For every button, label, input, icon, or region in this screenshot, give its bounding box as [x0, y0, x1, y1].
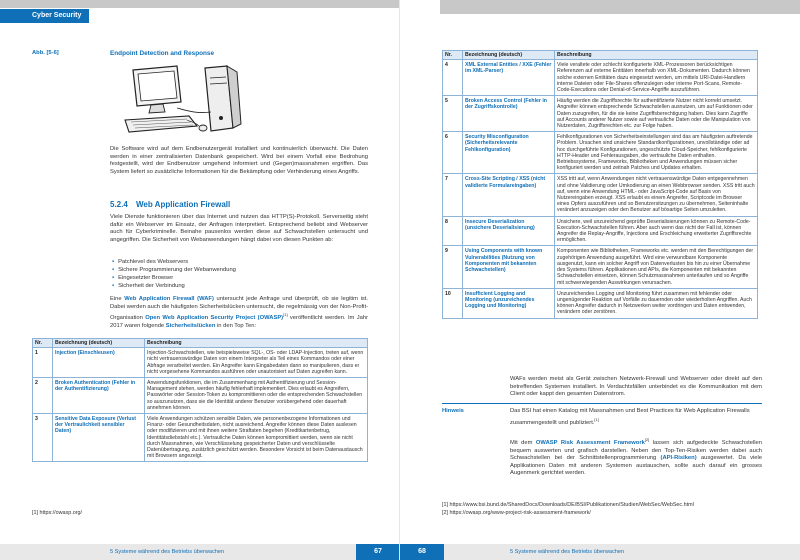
hinweis-text: Das BSI hat einen Katalog mit Massnahmen und Best Practices für Web Application Firewalls zusammengestellt und publiziert.[1] — [510, 408, 750, 426]
luecken-term: Sicherheitslücken — [165, 322, 216, 329]
section-number: 5.2.4 — [110, 200, 128, 209]
table-header-row — [33, 339, 368, 348]
table-row: 7 Cross-Site Scripting / XSS (nicht validierte Formulareingaben) XSS tritt auf, wenn Anwendungen nicht vertrauenswürdige Daten entgegennehmen und ohne Validierung oder Umkodierung an einen Webbrowser senden. XSS tritt auch auf, wenn eine Anwendung HTML- oder JavaScript-Code auf Basis von Nutzereingaben erzeugt. XSS erlaubt es einem Angreifer, Scriptcode im Browser eines Opfers auszuführen und so Benutzersitzungen zu übernehmen, Seiteninhalte verändert anzuzeigen oder den Benutzer auf bösartige Seiten umzuleiten. — [443, 174, 758, 216]
owasp-table-left — [32, 338, 368, 462]
hinweis-label: Hinweis — [442, 408, 464, 414]
footer-right — [400, 544, 800, 560]
footnote-owasp-risk[interactable]: [2] https://owasp.org/www-project-risk-assessment-framework/ — [442, 510, 591, 516]
api-term: (API-Risiken) — [660, 455, 697, 462]
col-header-besch: Beschreibung — [145, 339, 368, 348]
body-paragraph-1: Die Software wird auf dem Endbenutzergerät installiert und kontinuierlich überwacht. Die Daten werden in einer zentralisierten Datenbank gespeichert. Wird bei einem Vorfall eine Bedrohung festgestellt, wird der Endbenutzer umgehend informiert und (Gegen)massnahmen ergriffen. Das System liefert so zusätzliche Informationen für die Bekämpfung oder Verhinderung eines Angriffs. — [110, 146, 368, 175]
list-item: ▪ Sicherheit der Verbindung — [112, 282, 236, 290]
chapter-tag: Cyber Security — [0, 9, 89, 23]
list-item: ▪ Sichere Programmierung der Webanwendung — [112, 266, 236, 274]
footer-left — [0, 544, 400, 560]
col-header-bez: Bezeichnung (deutsch) — [53, 339, 145, 348]
owasp-term: Open Web Application Security Project (OWASP) — [145, 315, 284, 322]
footnote-bsi[interactable]: [1] https://www.bsi.bund.de/SharedDocs/Downloads/DE/BSI/Publikationen/Studien/WebSec/WebSec.html — [442, 502, 694, 508]
header-bar-left — [0, 0, 400, 20]
footer-chapter-text: 5 Systeme während des Betriebs überwachen — [510, 549, 625, 555]
page-number: 67 — [356, 544, 400, 560]
footnote-ref[interactable]: [1] — [594, 416, 599, 422]
table-row: 5 Broken Access Control (Fehler in der Zugriffskontrolle) Häufig werden die Zugriffsrechte für authentifizierte Nutzer nicht korrekt umsetzt. Angreifer können entsprechende Schwachstellen ausnutzen, um auf Funktionen oder Daten zuzugreifen, für die sie keine Zugriffsberechtigung haben. Dies kann Zugriffe auf Accounts anderer Nutzer sowie auf vertrauliche Daten oder die Manipulation von Nutzerdaten, Zugriffsrechten etc. zur Folge haben. — [443, 96, 758, 132]
bullet-list — [112, 258, 236, 290]
waf-term: Web Application Firewall (WAF) — [124, 296, 214, 302]
table-row: 3 Sensitive Data Exposure (Verlust der Vertraulichkeit sensibler Daten) Viele Anwendungen schützen sensible Daten, wie personenbezogene Informationen und Finanz- oder Gesundheitsdaten, nicht ausreichend. Angreifer können diese Daten auslesen oder modifizieren und mit ihnen weitere Straftaten begehen (Kreditkartenbetrug, Identitätsdiebstahl etc.). Vertrauliche Daten können kompromittiert werden, wenn sie nicht durch Massnahmen, wie Verschlüsselung gespeicherter Daten und verschlüsselte Datenübertragung, zusätzlich geschützt werden. Besondere Vorsicht ist beim Datenaustausch mit Browsern angezeigt. — [33, 414, 368, 462]
figure-label: Abb. [5-6] — [32, 50, 59, 56]
table-row: 4 XML External Entities / XXE (Fehler im XML-Parser) Viele veraltete oder schlecht konfigurierte XML-Prozessoren berücksichtigen Referenzen auf externe Entitäten innerhalb von XML-Dokumenten. Dadurch können solche externen Entitäten dazu eingesetzt werden, um mittels URI-Datei-Handlern interne Dateien oder File-Shares offenzulegen oder interne Port-Scans, Remote-Code-Executions oder Denial-of-Service-Angriffe auszuführen. — [443, 60, 758, 96]
table-row: 2 Broken Authentication (Fehler in der Authentifizierung) Anwendungsfunktionen, die im Zusammenhang mit Authentifizierung und Session-Management stehen, werden häufig fehlerhaft implementiert. Dies erlaubt es Angreifern, Passwörter oder Session-Token zu kompromittieren oder die entsprechenden Schwachstellen so auszunutzen, dass sie die Identität anderer Benutzer vorübergehend oder dauerhaft annehmen können. — [33, 378, 368, 414]
footnote-left[interactable]: [1] https://owasp.org/ — [32, 510, 83, 516]
header-bar-right — [400, 0, 800, 20]
hinweis-divider — [442, 403, 762, 404]
page-number: 68 — [400, 544, 444, 560]
footer-chapter-text: 5 Systeme während des Betriebs überwachen — [110, 549, 225, 555]
computer-illustration — [115, 62, 265, 140]
table-row: 6 Security Misconfiguration (Sicherheitsrelevante Fehlkonfiguration) Fehlkonfigurationen von Sicherheitseinstellungen sind das am häufigsten auftretende Problem. Ursachen sind unsichere Standardkonfigurationen, unvollständige oder ad hoc durchgeführte Konfigurationen, ungeschützte Cloud-Speicher, fehlkonfigurierte HTTP-Header und Fehlerausgaben, die vertrauliche Daten enthalten. Betriebssysteme, Frameworks, Bibliotheken und Anwendungen müssen sicher konfiguriert werden und zeitnah Patches und Updates erhalten. — [443, 132, 758, 174]
owasp-table-right — [442, 50, 758, 319]
table-row: 1 Injection (Einschleusen) Injection-Schwachstellen, wie beispielsweise SQL-, OS- oder LDAP-Injection, treten auf, wenn nicht vertrauenswürdige Daten von einem Interpreter als Teil eines Kommandos oder einer Abfrage verarbeitet werden. Ein Angreifer kann Eingabedaten dann so manipulieren, dass er nicht vorgesehene Kommandos ausführen oder unautorisiert auf Daten zugreifen kann. — [33, 348, 368, 378]
body-paragraph-3: Eine Web Application Firewall (WAF) untersucht jede Anfrage und überprüft, ob sie legitim ist. Dabei werden auch die häufigsten Sicherheitslücken untersucht, die regelmässig von der Non-Profit-Organisation Open Web Application Security Project (OWASP)[1] veröffentlicht werden. Im Jahr 2017 waren folgende Sicherheitslücken in den Top Ten: — [110, 296, 368, 329]
table-row: 10 Insufficient Logging and Monitoring (unzureichendes Logging und Monitoring) Unzureichendes Logging und Monitoring führt zusammen mit fehlender oder ungenügender Reaktion auf Vorfälle zu dauernden oder wiederholten Angriffen. Auch können Angreifer dadurch in Netzwerken weiter vordringen und Daten entwenden, verändern oder zerstören. — [443, 288, 758, 318]
figure-title: Endpoint Detection and Response — [110, 50, 215, 57]
table-row: 8 Insecure Deserialization (unsichere Deserialisierung) Unsichere, weil unzureichend geprüfte Deserialisierungen können zu Remote-Code-Execution-Schwachstellen führen. Aber auch wenn das nicht der Fall ist, können Angreifer die Replay-Angriffe, Injections und Erschleichung erweiterter Zugriffsrechte ermöglichen. — [443, 216, 758, 246]
owasp-risk-term: OWASP Risk Assessment Framework — [535, 439, 645, 446]
col-header-nr: Nr. — [33, 339, 53, 348]
body-paragraph-2: Viele Dienste funktionieren über das Internet und nutzen das HTTP(S)-Protokoll. Serverseitig steht dafür ein Webserver im Einsatz, der Anfragen interpretiert. Entsprechend beliebt sind Webserver auch für Cyberkriminelle. Beinahe pausenlos werden diese auf Schwachstellen untersucht und angegriffen. Die Sicherheit von Webanwendungen hängt dabei von diesen Punkten ab: — [110, 214, 368, 243]
body-paragraph-risk: Mit dem OWASP Risk Assessment Framework[2] lassen sich aufgedeckte Schwachstellen bequem auswerten und grafisch darstellen. Neben den Top-Ten-Risiken werden dabei auch Schwachstellen bei der Schnittstellenprogrammierung (API-Risiken) ausgewertet. Da viele Applikationen Daten mit anderen Systemen austauschen, sollte auch darauf ein grosses Augenmerk gerichtet werden. — [510, 437, 763, 477]
section-title: Web Application Firewall — [136, 200, 231, 209]
col-header-bez: Bezeichnung (deutsch) — [463, 51, 555, 60]
page-right — [400, 0, 800, 560]
list-item: ▪ Eingesetzter Browser — [112, 274, 236, 282]
footnote-ref[interactable]: [1] — [283, 312, 288, 318]
table-header-row — [443, 51, 758, 60]
footnote-ref[interactable]: [2] — [644, 437, 650, 442]
col-header-nr: Nr. — [443, 51, 463, 60]
col-header-besch: Beschreibung — [555, 51, 758, 60]
body-paragraph-waf: WAFs werden meist als Gerät zwischen Netzwerk-Firewall und Webserver oder direkt auf den betreffenden Systemen installiert. In Verdachtsfällen unterbindet es die Kommunikation mit dem Client oder kappt den gesamten Datenstrom. — [510, 376, 762, 398]
table-row: 9 Using Components with known Vulnerabilities (Nutzung von Komponenten mit bekannten Schwachstellen) Komponenten wie Bibliotheken, Frameworks etc. werden mit den Berechtigungen der zugehörigen Anwendung ausgeführt. Wird eine verwundbare Komponente ausgenutzt, kann ein solcher Angriff von Datenverlusten bis hin zu einer Übernahme des Systems führen. Applikationen und APIs, die Komponenten mit bekannten Schwachstellen einsetzen, können Schutzmassnahmen unterlaufen und so Angriffe mit schwerwiegenden Auswirkungen verursachen. — [443, 246, 758, 288]
list-item: ▪ Patchlevel des Webservers — [112, 258, 236, 266]
